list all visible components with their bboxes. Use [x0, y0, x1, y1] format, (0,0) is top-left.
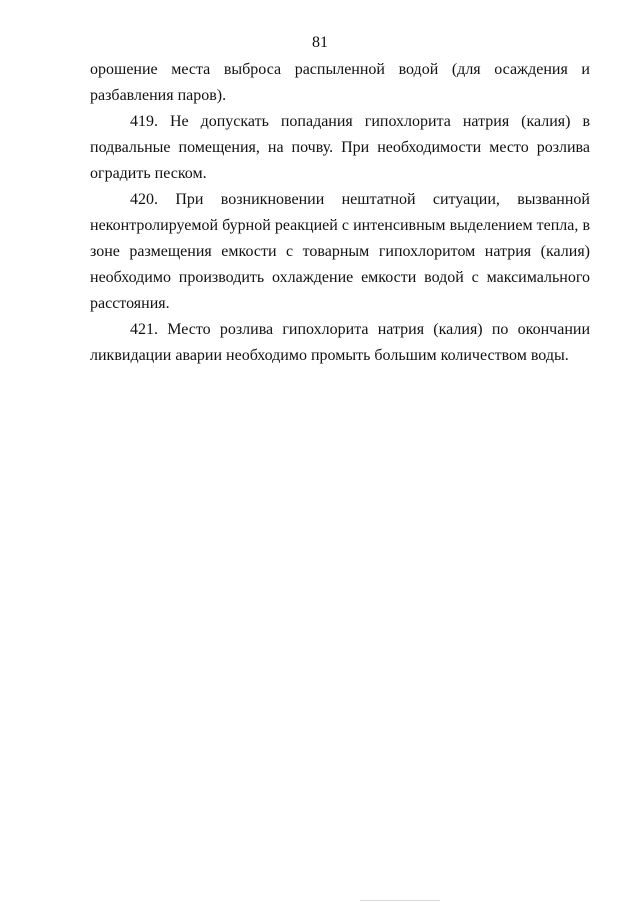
page-number: 81 — [312, 34, 328, 51]
paragraph-continuation: орошение места выброса распыленной водой (для осаждения и разбавления паров). — [90, 61, 590, 104]
paragraph-421: 421. Место розлива гипохлорита натрия (калия) по окончании ликвидации аварии необходимо промыть большим количеством воды. — [90, 321, 590, 364]
paragraph-419: 419. Не допускать попадания гипохлорита натрия (калия) в подвальные помещения, на почву. При необходимости место розлива оградить песком. — [90, 113, 590, 182]
scan-artifact-line — [360, 900, 440, 901]
paragraph-420: 420. При возникновении нештатной ситуации, вызванной неконтролируемой бурной реакцией с интенсивным выделением тепла, в зоне размещения емкости с товарным гипохлоритом натрия (калия) необходимо производить охлаждение емкости водой с максимального расстояния. — [90, 191, 590, 312]
document-body — [90, 57, 590, 369]
